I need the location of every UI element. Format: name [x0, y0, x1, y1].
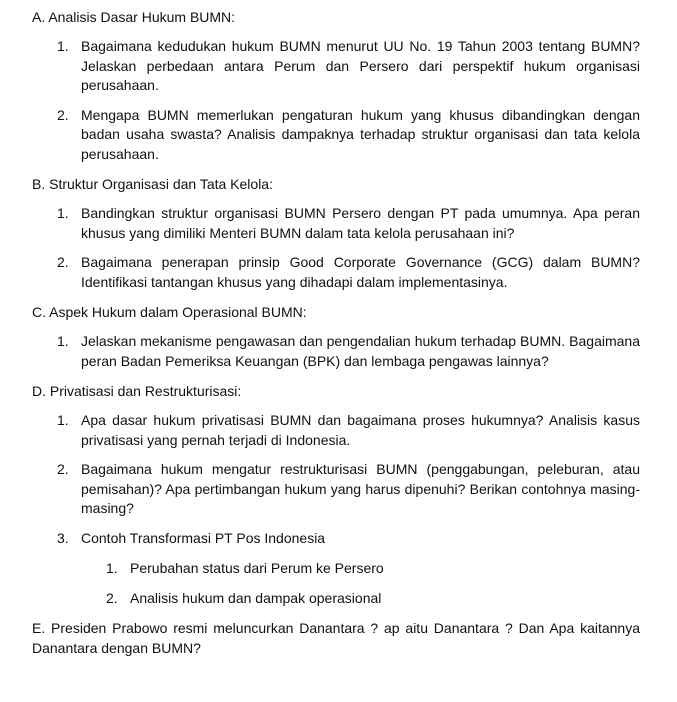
sub-item-number: 1. [106, 560, 118, 576]
item-number: 1. [57, 205, 69, 221]
list-item [32, 106, 640, 165]
sub-item-text: Analisis hukum dan dampak operasional [130, 590, 382, 606]
item-number: 3. [57, 529, 69, 546]
section-heading-a: A. Analisis Dasar Hukum BUMN: [32, 9, 236, 25]
item-text: Bagaimana penerapan prinsip Good Corporate Governance (GCG) dalam BUMN? Identifikasi tantangan khusus yang dihadapi dalam implementasinya. [81, 254, 640, 290]
item-text: Bagaimana hukum mengatur restrukturisasi BUMN (penggabungan, peleburan, atau pemisahan)? Apa pertimbangan hukum yang harus dipenuhi? Berikan contohnya masing-masing? [81, 461, 640, 516]
list-item [32, 37, 640, 96]
section-heading-b: B. Struktur Organisasi dan Tata Kelola: [32, 176, 273, 192]
sub-list-item [32, 588, 640, 608]
sub-list-item [32, 558, 640, 578]
item-text: Contoh Transformasi PT Pos Indonesia [81, 529, 326, 546]
closing-question-e: E. Presiden Prabowo resmi meluncurkan Danantara ? ap aitu Danantara ? Dan Apa kaitannya Danantara dengan BUMN? [32, 620, 640, 656]
document-body [32, 7, 640, 658]
item-number: 1. [57, 333, 69, 349]
list-item [32, 411, 640, 450]
item-text: Apa dasar hukum privatisasi BUMN dan bagaimana proses hukumnya? Analisis kasus privatisasi yang pernah terjadi di Indonesia. [81, 412, 640, 448]
list-item [32, 253, 640, 292]
sub-item-text: Perubahan status dari Perum ke Persero [130, 560, 384, 576]
section-heading-c: C. Aspek Hukum dalam Operasional BUMN: [32, 304, 307, 320]
sub-item-number: 2. [106, 590, 118, 606]
item-text: Mengapa BUMN memerlukan pengaturan hukum yang khusus dibandingkan dengan badan usaha swasta? Analisis dampaknya terhadap struktur organisasi dan tata kelola perusahaan. [81, 106, 640, 162]
item-text: Jelaskan mekanisme pengawasan dan pengendalian hukum terhadap BUMN. Bagaimana peran Badan Pemeriksa Keuangan (BPK) dan lembaga pengawas lainnya? [81, 333, 640, 369]
item-number: 1. [57, 38, 69, 54]
item-number: 2. [57, 106, 69, 123]
item-text: Bandingkan struktur organisasi BUMN Persero dengan PT pada umumnya. Apa peran khusus yang dimiliki Menteri BUMN dalam tata kelola perusahaan ini? [81, 205, 640, 241]
list-item [32, 204, 640, 243]
item-number: 2. [57, 461, 69, 477]
item-text: Bagaimana kedudukan hukum BUMN menurut UU No. 19 Tahun 2003 tentang BUMN? Jelaskan perbedaan antara Perum dan Persero dari perspektif hukum organisasi perusahaan. [81, 38, 640, 93]
list-item [32, 529, 640, 549]
list-item [32, 460, 640, 519]
list-item [32, 332, 640, 371]
item-number: 2. [57, 254, 69, 270]
item-number: 1. [57, 412, 69, 428]
section-heading-d: D. Privatisasi dan Restrukturisasi: [32, 383, 242, 399]
